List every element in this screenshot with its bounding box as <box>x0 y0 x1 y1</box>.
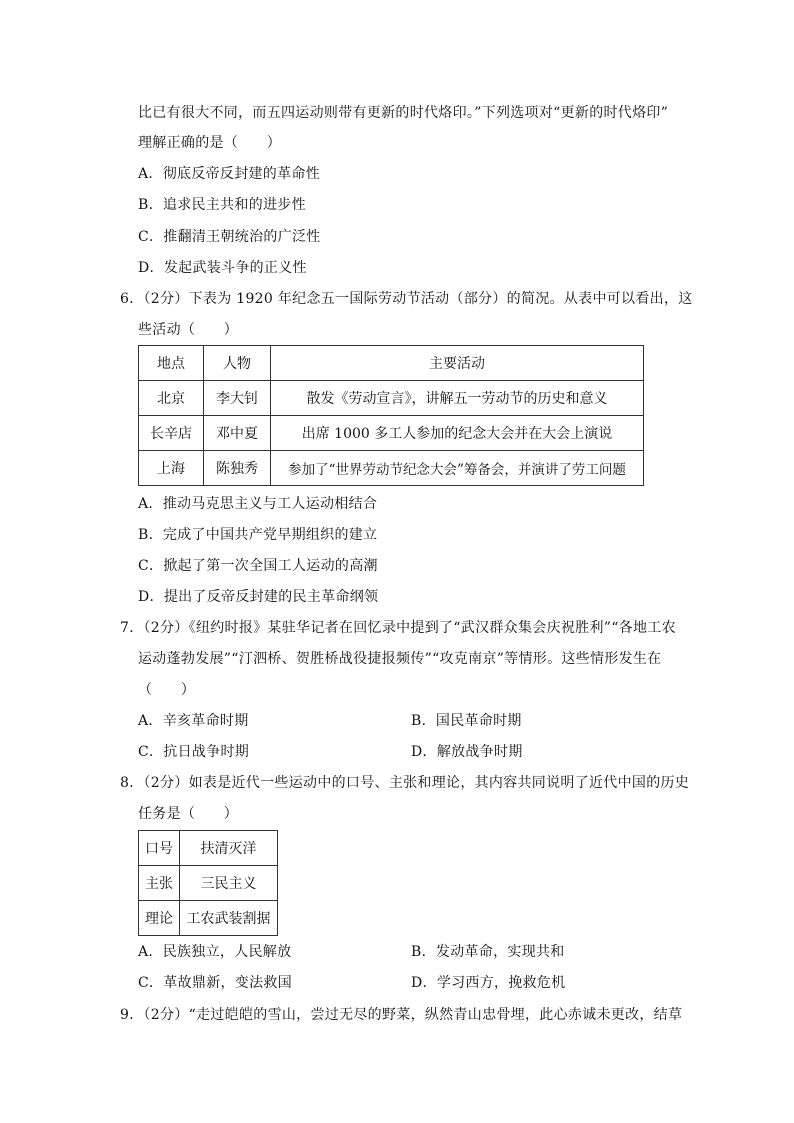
q6-table-cell-place: 长辛店 <box>139 416 204 451</box>
table-row <box>139 901 278 936</box>
q8-option-a: A．民族独立，人民解放 <box>138 944 292 960</box>
q7-stem-line3: （ ） <box>138 682 196 698</box>
q6-table-cell-place: 北京 <box>139 381 204 416</box>
q6-option-d: D．提出了反帝反封建的民主革命纲领 <box>138 589 379 605</box>
q6-table-cell-place: 上海 <box>139 451 204 486</box>
q6-table-cell-activity: 出席 1000 多工人参加的纪念大会并在大会上演说 <box>271 416 644 451</box>
q6-table-header-activity: 主要活动 <box>271 346 644 381</box>
q8-table-cell-type: 理论 <box>139 901 180 936</box>
q5-stem-line1: 比已有很大不同，而五四运动则带有更新的时代烙印。”下列选项对“更新的时代烙印” <box>138 105 669 121</box>
q5-stem-line2: 理解正确的是（ ） <box>138 135 281 151</box>
q6-table-header-place: 地点 <box>139 346 204 381</box>
table-row <box>139 451 644 486</box>
q6-table <box>138 345 644 486</box>
q6-option-b: B．完成了中国共产党早期组织的建立 <box>138 527 378 543</box>
q6-table-cell-person: 李大钊 <box>204 381 271 416</box>
table-row <box>139 416 644 451</box>
q8-table-cell-content: 三民主义 <box>180 866 278 901</box>
table-row <box>139 866 278 901</box>
q7-option-a: A．辛亥革命时期 <box>138 713 249 729</box>
q8-stem-line2: 任务是（ ） <box>138 806 239 822</box>
q8-option-c: C．革故鼎新，变法救国 <box>138 975 293 991</box>
q8-table-cell-content: 工农武装割据 <box>180 901 278 936</box>
q6-option-a: A．推动马克思主义与工人运动相结合 <box>138 496 378 512</box>
q7-stem-line2: 运动蓬勃发展”“汀泗桥、贺胜桥战役捷报频传”“攻克南京”等情形。这些情形发生在 <box>138 651 662 667</box>
q6-table-cell-person: 邓中夏 <box>204 416 271 451</box>
q7-option-c: C．抗日战争时期 <box>138 744 250 760</box>
q5-option-c: C．推翻清王朝统治的广泛性 <box>138 229 321 245</box>
q6-stem-line2: 些活动（ ） <box>138 322 239 338</box>
q9-stem-line1: 9．（2分）“走过皑皑的雪山，尝过无尽的野菜，纵然青山忠骨埋，此心赤诚未更改，结草 <box>120 1007 683 1023</box>
q7-stem-line1: 7．（2分）《纽约时报》某驻华记者在回忆录中提到了“武汉群众集会庆祝胜利”“各地工农 <box>120 620 676 636</box>
q5-option-b: B．追求民主共和的进步性 <box>138 197 306 213</box>
q8-table-cell-type: 口号 <box>139 831 180 866</box>
q6-table-header-person: 人物 <box>204 346 271 381</box>
q6-table-cell-activity: 参加了“世界劳动节纪念大会”筹备会，并演讲了劳工问题 <box>271 451 644 486</box>
q7-option-b: B．国民革命时期 <box>411 713 522 729</box>
table-row <box>139 831 278 866</box>
q7-option-d: D．解放战争时期 <box>411 744 523 760</box>
q5-option-a: A．彻底反帝反封建的革命性 <box>138 166 321 182</box>
q8-table-cell-content: 扶清灭洋 <box>180 831 278 866</box>
q8-table <box>138 830 278 936</box>
table-row <box>139 381 644 416</box>
q8-stem-line1: 8．（2分）如表是近代一些运动中的口号、主张和理论，其内容共同说明了近代中国的历史 <box>120 775 690 791</box>
q6-stem-line1: 6．（2分）下表为 1920 年纪念五一国际劳动节活动（部分）的简况。从表中可以看出，这 <box>120 291 693 307</box>
q8-option-b: B．发动革命，实现共和 <box>411 944 565 960</box>
q6-option-c: C．掀起了第一次全国工人运动的高潮 <box>138 558 378 574</box>
q8-option-d: D．学习西方，挽救危机 <box>411 975 566 991</box>
q8-table-cell-type: 主张 <box>139 866 180 901</box>
q5-option-d: D．发起武装斗争的正义性 <box>138 260 307 276</box>
q6-table-cell-person: 陈独秀 <box>204 451 271 486</box>
q6-table-header-row <box>139 346 644 381</box>
q6-table-cell-activity: 散发《劳动宣言》，讲解五一劳动节的历史和意义 <box>271 381 644 416</box>
